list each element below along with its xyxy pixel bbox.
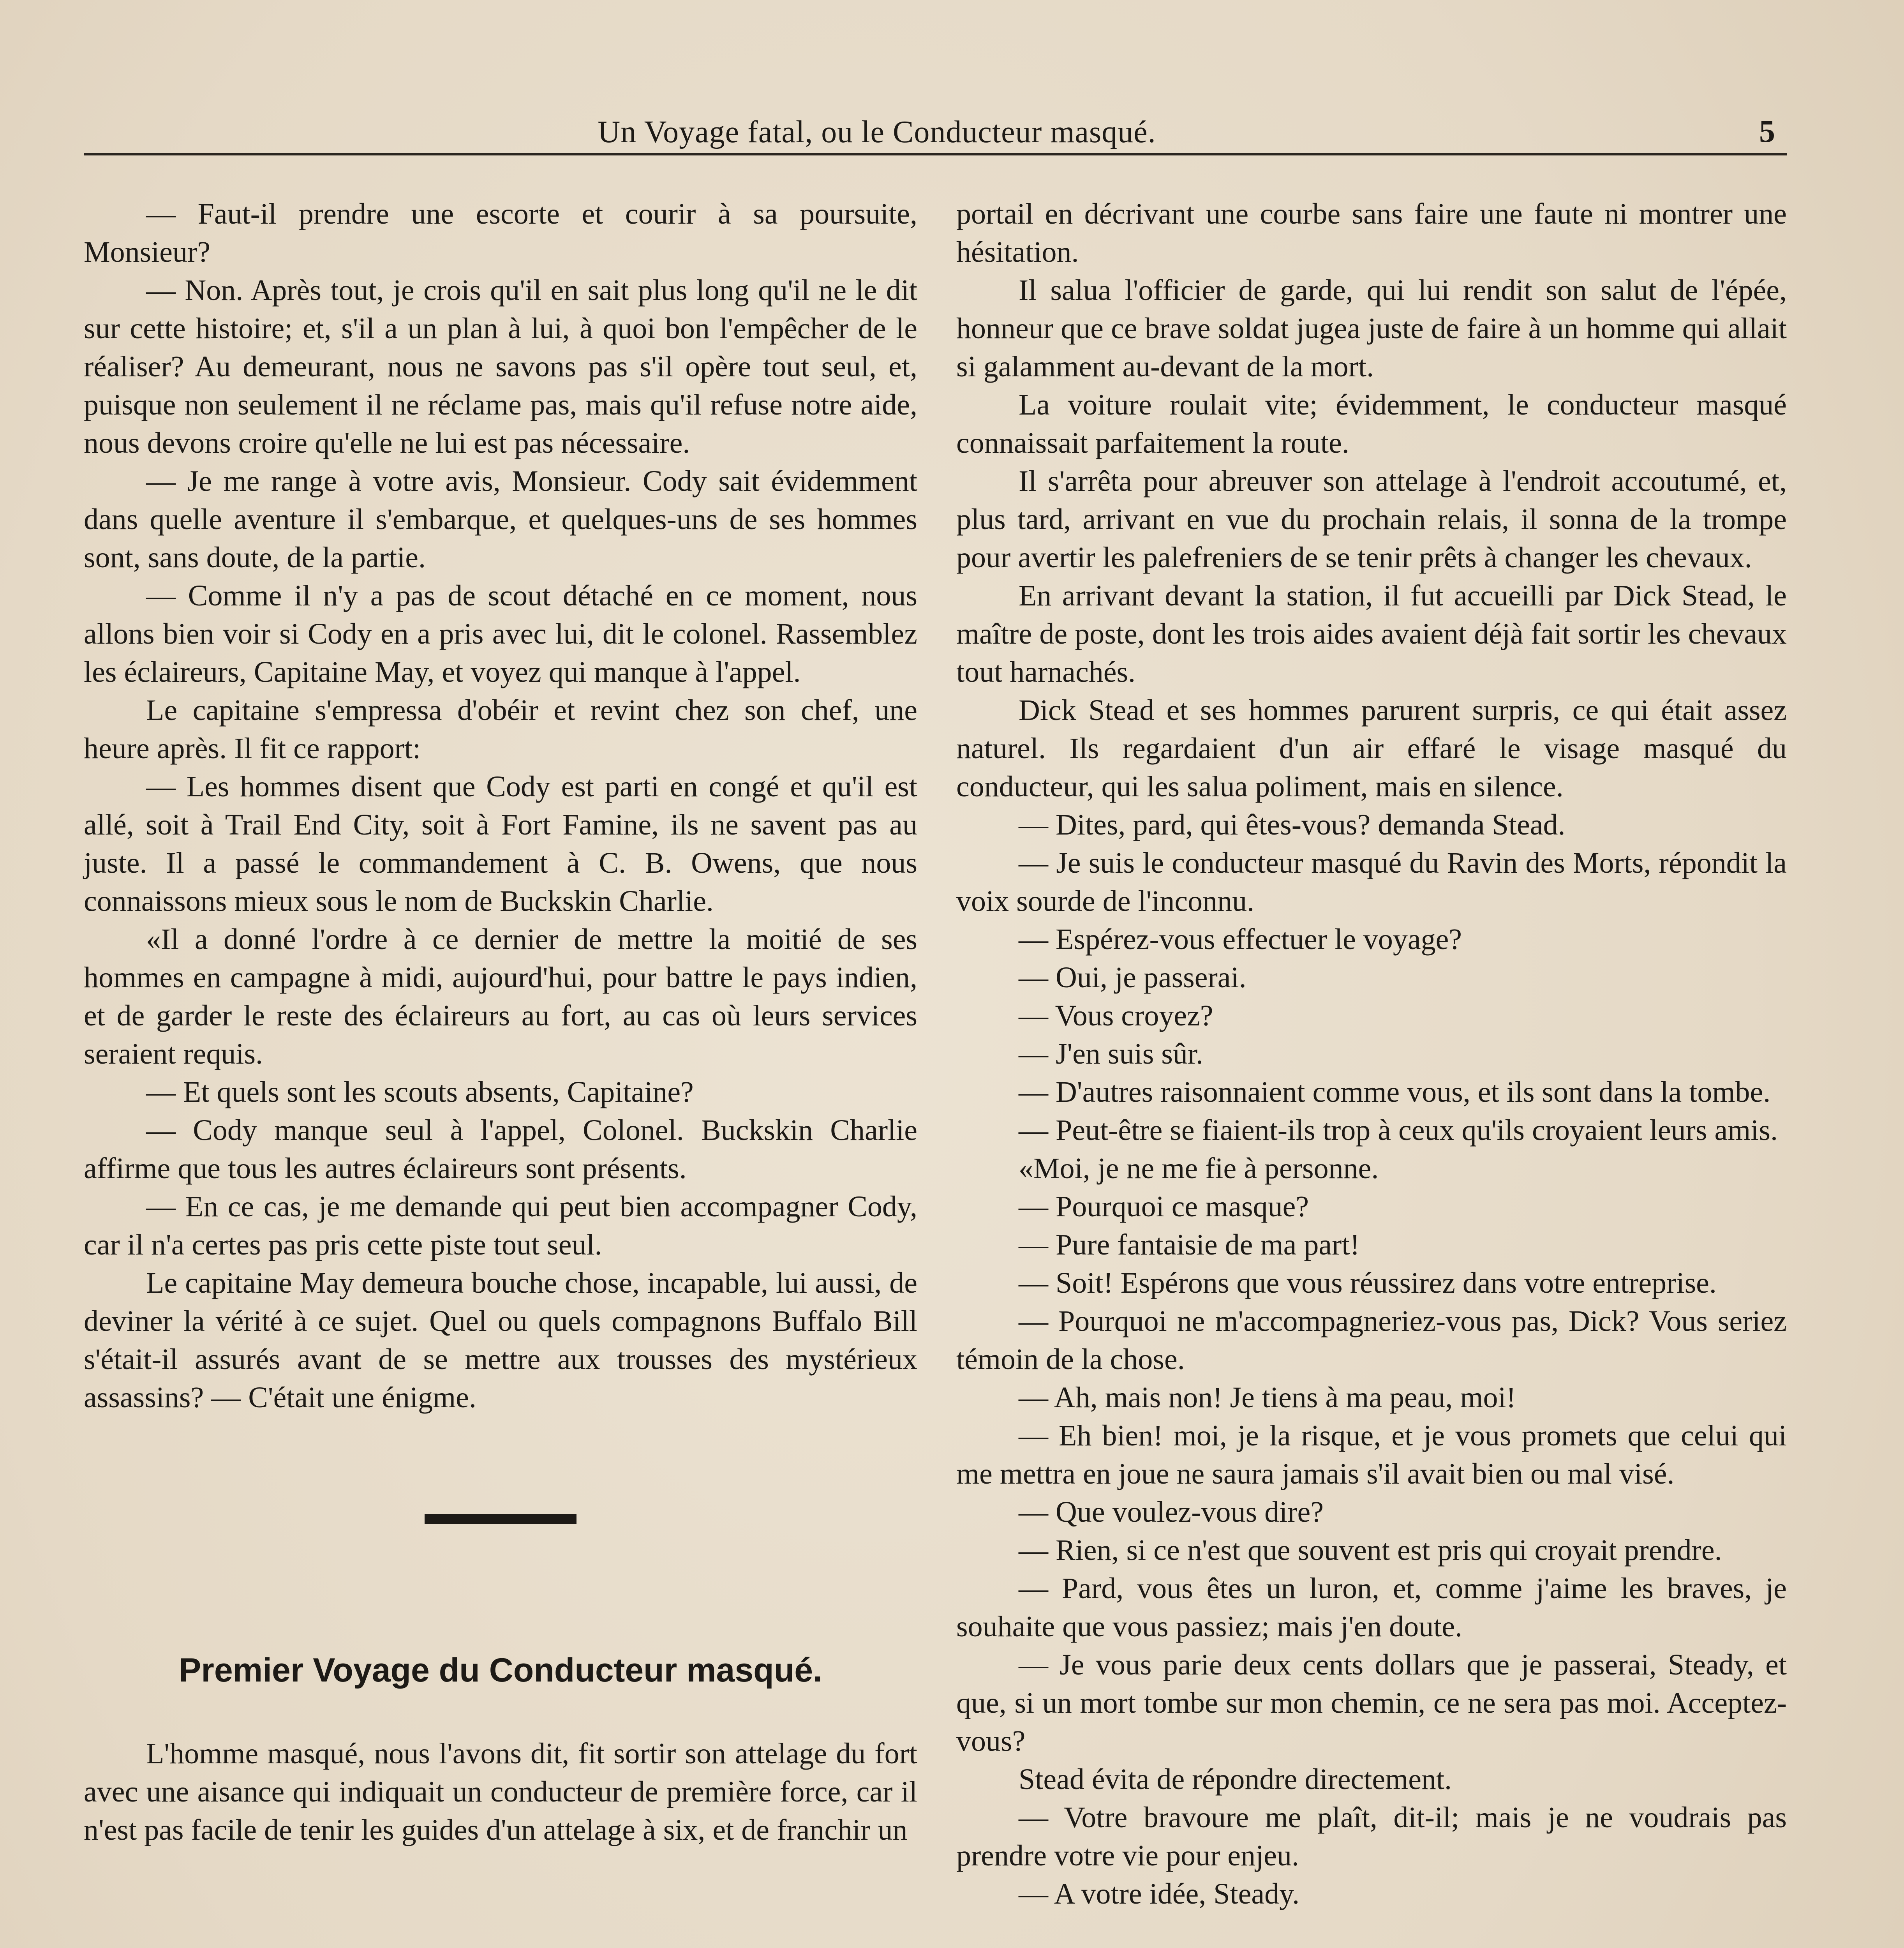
page-header	[84, 110, 1787, 155]
paragraph: — Pourquoi ce masque?	[1019, 1190, 1309, 1223]
paragraph: — Je vous parie deux cents dollars que je passerai, Steady, et que, si un mort tombe sur mon chemin, ce ne sera pas moi. Acceptez-vous?	[956, 1648, 1787, 1757]
paragraph: — Votre bravoure me plaît, dit-il; mais je ne voudrais pas prendre votre vie pour enjeu.	[956, 1801, 1787, 1872]
paragraph: — Peut-être se fiaient-ils trop à ceux qu'ils croyaient leurs amis.	[1019, 1114, 1778, 1147]
paragraph: — D'autres raisonnaient comme vous, et ils sont dans la tombe.	[1019, 1076, 1771, 1108]
paragraph: En arrivant devant la station, il fut accueilli par Dick Stead, le maître de poste, dont les trois aides avaient déjà fait sortir les chevaux tout harnachés.	[956, 579, 1787, 688]
paragraph: — Je suis le conducteur masqué du Ravin des Morts, répondit la voix sourde de l'inconnu.	[956, 847, 1787, 918]
paragraph: — Rien, si ce n'est que souvent est pris qui croyait prendre.	[1019, 1534, 1722, 1567]
paragraph: Le capitaine s'empressa d'obéir et revint chez son chef, une heure après. Il fit ce rapport:	[84, 694, 917, 765]
paragraph: — Que voulez-vous dire?	[1019, 1496, 1324, 1528]
paragraph: — Faut-il prendre une escorte et courir à sa poursuite, Monsieur?	[84, 198, 917, 268]
paragraph: — Comme il n'y a pas de scout détaché en ce moment, nous allons bien voir si Cody en a pris avec lui, dit le colonel. Rassemblez les éclaireurs, Capitaine May, et voyez qui manque à l'appel.	[84, 579, 917, 688]
section-heading: Premier Voyage du Conducteur masqué.	[179, 1652, 822, 1689]
paragraph: — Cody manque seul à l'appel, Colonel. Buckskin Charlie affirme que tous les autres éclaireurs sont présents.	[84, 1114, 917, 1185]
left-column	[84, 195, 917, 1849]
paragraph: «Moi, je ne me fie à personne.	[1019, 1152, 1379, 1185]
section-divider	[425, 1514, 576, 1524]
running-title: Un Voyage fatal, ou le Conducteur masqué.	[598, 115, 1156, 149]
paragraph: — Soit! Espérons que vous réussirez dans votre entreprise.	[1019, 1267, 1717, 1299]
paragraph: — A votre idée, Steady.	[1019, 1877, 1300, 1910]
right-column	[956, 195, 1787, 1913]
paragraph: — Eh bien! moi, je la risque, et je vous promets que celui qui me mettra en joue ne saura jamais s'il avait bien ou mal visé.	[956, 1419, 1787, 1490]
paragraph: La voiture roulait vite; évidemment, le conducteur masqué connaissait parfaitement la route.	[956, 388, 1787, 459]
paragraph: «Il a donné l'ordre à ce dernier de mettre la moitié de ses hommes en campagne à midi, aujourd'hui, pour battre le pays indien, et de garder le reste des éclaireurs au fort, au cas où leurs services seraient requis.	[84, 923, 917, 1070]
paragraph: — Oui, je passerai.	[1019, 961, 1246, 994]
paragraph: L'homme masqué, nous l'avons dit, fit sortir son attelage du fort avec une aisance qui indiquait un conducteur de première force, car il n'est pas facile de tenir les guides d'un attelage à six, et de franchir un	[84, 1737, 917, 1846]
paragraph: — Ah, mais non! Je tiens à ma peau, moi!	[1019, 1381, 1516, 1414]
page-number: 5	[1759, 113, 1775, 149]
paragraph: — En ce cas, je me demande qui peut bien accompagner Cody, car il n'a certes pas pris cette piste tout seul.	[84, 1190, 917, 1261]
paragraph: — Pure fantaisie de ma part!	[1019, 1228, 1360, 1261]
paragraph: — Non. Après tout, je crois qu'il en sait plus long qu'il ne le dit sur cette histoire; et, s'il a un plan à lui, à quoi bon l'empêcher de le réaliser? Au demeurant, nous ne savons pas s'il opère tout seul, et, puisque non seulement il ne réclame pas, mais qu'il refuse notre aide, nous devons croire qu'elle ne lui est pas nécessaire.	[84, 274, 917, 459]
paragraph: — Je me range à votre avis, Monsieur. Cody sait évidemment dans quelle aventure il s'embarque, et quelques-uns de ses hommes sont, sans doute, de la partie.	[84, 465, 917, 574]
paragraph: Dick Stead et ses hommes parurent surpris, ce qui était assez naturel. Ils regardaient d'un air effaré le visage masqué du conducteur, qui les salua poliment, mais en silence.	[956, 694, 1787, 803]
paragraph: — Et quels sont les scouts absents, Capitaine?	[146, 1076, 694, 1108]
paragraph: — Pard, vous êtes un luron, et, comme j'aime les braves, je souhaite que vous passiez; mais j'en doute.	[956, 1572, 1787, 1643]
continuation-paragraph: portail en décrivant une courbe sans faire une faute ni montrer une hésitation.	[956, 198, 1787, 268]
paragraph: — Dites, pard, qui êtes-vous? demanda Stead.	[1019, 808, 1566, 841]
paragraph: Le capitaine May demeura bouche chose, incapable, lui aussi, de deviner la vérité à ce sujet. Quel ou quels compagnons Buffalo Bill s'était-il assurés avant de se mettre aux trousses des mystérieux assassins? — C'était une énigme.	[84, 1267, 917, 1414]
paragraph: — J'en suis sûr.	[1019, 1038, 1203, 1070]
paragraph: Il salua l'officier de garde, qui lui rendit son salut de l'épée, honneur que ce brave soldat jugea juste de faire à un homme qui allait si galamment au-devant de la mort.	[956, 274, 1787, 383]
paragraph: — Espérez-vous effectuer le voyage?	[1019, 923, 1462, 956]
paragraph: — Les hommes disent que Cody est parti en congé et qu'il est allé, soit à Trail End City, soit à Fort Famine, ils ne savent pas au juste. Il a passé le commandement à C. B. Owens, que nous connaissons mieux sous le nom de Buckskin Charlie.	[84, 770, 917, 918]
paragraph: — Vous croyez?	[1019, 999, 1213, 1032]
paragraph: Stead évita de répondre directement.	[1019, 1763, 1452, 1796]
paragraph: — Pourquoi ne m'accompagneriez-vous pas, Dick? Vous seriez témoin de la chose.	[956, 1305, 1787, 1376]
paragraph: Il s'arrêta pour abreuver son attelage à l'endroit accoutumé, et, plus tard, arrivant en vue du prochain relais, il sonna de la trompe pour avertir les palefreniers de se tenir prêts à changer les chevaux.	[956, 465, 1787, 574]
